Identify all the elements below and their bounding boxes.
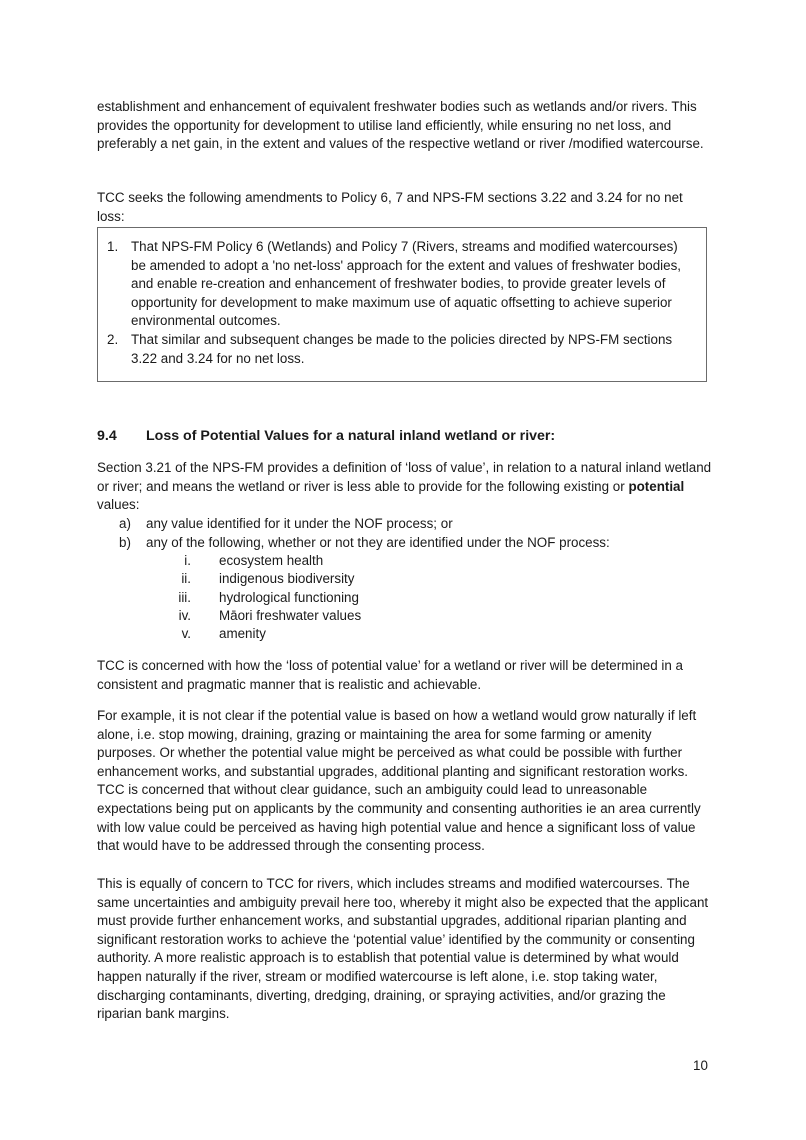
amendment-item-1 <box>107 238 693 331</box>
paragraph-amendments-lead: TCC seeks the following amendments to Policy 6, 7 and NPS-FM sections 3.22 and 3.24 for no net loss: <box>97 190 683 224</box>
roman-item-1 <box>140 552 323 571</box>
section-number: 9.4 <box>97 428 117 444</box>
amendment-number: 1. <box>107 239 119 254</box>
amendments-list <box>107 238 693 368</box>
amendments-box <box>97 227 707 382</box>
roman-text: indigenous biodiversity <box>219 571 355 586</box>
amendment-item-2 <box>107 331 693 368</box>
section-heading <box>97 427 555 446</box>
roman-text: ecosystem health <box>219 553 324 568</box>
roman-text: Māori freshwater values <box>219 608 362 623</box>
definition-emphasis: potential <box>628 478 685 494</box>
page-number: 10 <box>693 1058 708 1073</box>
alpha-text: any of the following, whether or not they are identified under the NOF process: <box>146 535 610 550</box>
amendment-text: That NPS-FM Policy 6 (Wetlands) and Policy 7 (Rivers, streams and modified watercourses) be amended to adopt a 'no net-loss' approach for the extent and values of freshwater bodies, and enable re-creation and enhancement of freshwater bodies, to provide greater levels of opportunity for development to make maximum use of aquatic offsetting to achieve superior environmental outcomes. <box>131 239 682 329</box>
roman-label: v. <box>181 626 191 641</box>
alpha-item-a <box>119 515 453 534</box>
roman-label: ii. <box>181 571 191 586</box>
alpha-text: any value identified for it under the NOF process; or <box>146 516 453 531</box>
paragraph-intro: establishment and enhancement of equivalent freshwater bodies such as wetlands and/or rivers. This provides the opportunity for development to utilise land efficiently, while ensuring no net loss, and preferably a net gain, in the extent and values of the respective wetland or river /modified watercourse. <box>97 99 704 152</box>
paragraph-rivers: This is equally of concern to TCC for rivers, which includes streams and modified watercourses. The same uncertainties and ambiguity prevail here too, whereby it might also be expected that the applicant must provide further enhancement works, and substantial upgrades, additional riparian planting and significant restoration works to achieve the ‘potential value’ identified by the community or consenting authority. A more realistic approach is to establish that potential value is determined by what would happen naturally if the river, stream or modified watercourse is left alone, i.e. stop taking water, discharging contaminants, diverting, dredging, draining, or spraying activities, and/or grazing the riparian bank margins. <box>97 876 709 1022</box>
amendment-number: 2. <box>107 331 119 347</box>
alpha-label: b) <box>119 535 131 550</box>
alpha-item-b <box>119 534 610 553</box>
roman-text: hydrological functioning <box>219 590 359 605</box>
amendment-text: That similar and subsequent changes be made to the policies directed by NPS-FM sections 3.22 and 3.24 for no net loss. <box>131 331 673 366</box>
roman-label: iii. <box>178 590 191 605</box>
roman-item-5 <box>140 625 266 644</box>
roman-item-2 <box>140 570 354 589</box>
paragraph-concern: TCC is concerned with how the ‘loss of potential value’ for a wetland or river will be determined in a consistent and pragmatic manner that is realistic and achievable. <box>97 658 683 692</box>
alpha-label: a) <box>119 516 131 531</box>
paragraph-definition <box>97 459 713 515</box>
roman-item-3 <box>140 589 359 608</box>
section-title: Loss of Potential Values for a natural inland wetland or river: <box>146 428 556 444</box>
roman-label: iv. <box>178 608 191 623</box>
paragraph-example: For example, it is not clear if the potential value is based on how a wetland would grow naturally if left alone, i.e. stop mowing, draining, grazing or maintaining the area for some farming or amenity purposes. Or whether the potential value might be perceived as what could be possible with further enhancement works, and substantial upgrades, additional planting and significant restoration works. TCC is concerned that without clear guidance, such an ambiguity could lead to unreasonable expectations being put on applicants by the community and consenting authorities ie an area currently with low value could be perceived as having high potential value and hence a significant loss of value that would have to be addressed through the consenting process. <box>97 708 701 854</box>
roman-text: amenity <box>219 626 266 641</box>
definition-end: values: <box>97 497 140 513</box>
roman-label: i. <box>184 553 191 568</box>
roman-item-4 <box>140 607 361 626</box>
definition-text: Section 3.21 of the NPS-FM provides a definition of ‘loss of value’, in relation to a natural inland wetland or river; and means the wetland or river is less able to provide for the following existing or <box>97 460 712 494</box>
